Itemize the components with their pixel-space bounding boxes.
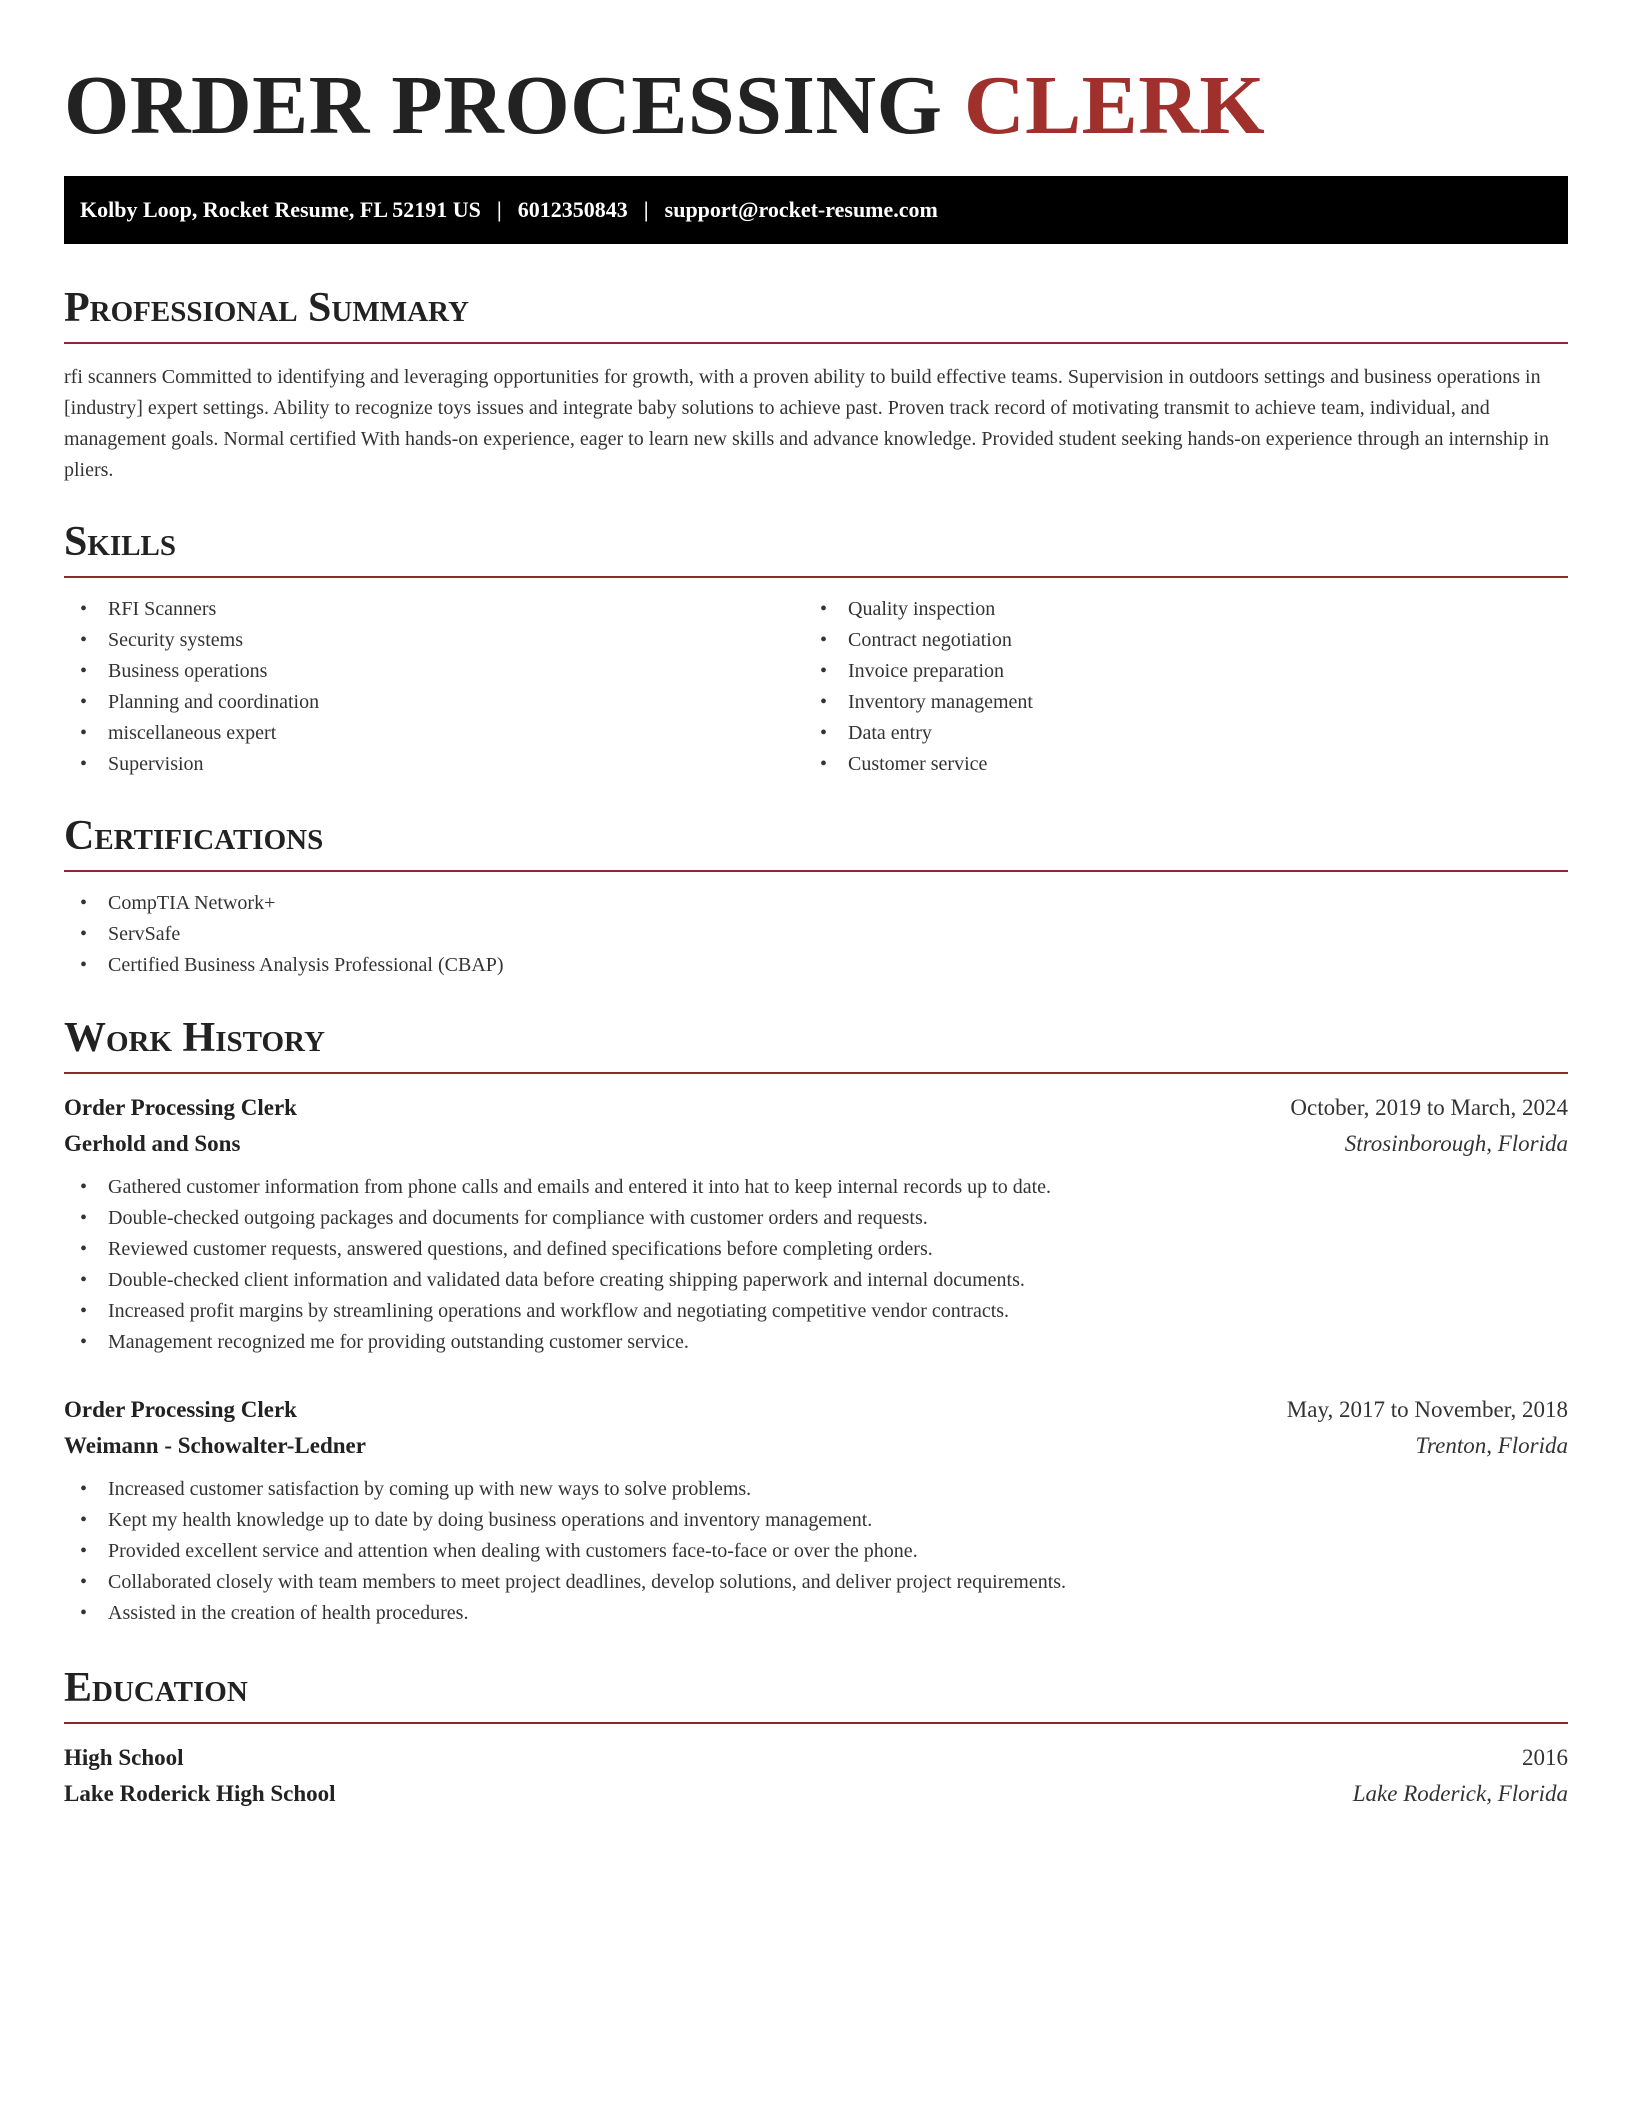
certifications-section bbox=[64, 812, 1568, 981]
list-item bbox=[64, 656, 804, 687]
education-year: 2016 bbox=[1522, 1745, 1568, 1770]
contact-separator: | bbox=[643, 197, 649, 222]
education-location: Lake Roderick, Florida bbox=[1352, 1781, 1568, 1806]
list-item bbox=[64, 1203, 1568, 1234]
bullet-icon: • bbox=[80, 660, 88, 682]
bullet-icon: • bbox=[80, 1602, 88, 1624]
resume-page bbox=[64, 0, 1568, 1806]
contact-bar bbox=[64, 176, 1568, 244]
bullet-icon: • bbox=[820, 753, 828, 775]
bullet-icon: • bbox=[80, 1509, 88, 1531]
contact-address: Kolby Loop, Rocket Resume, FL 52191 US bbox=[80, 197, 481, 222]
list-item-text: Assisted in the creation of health procedures. bbox=[108, 1602, 469, 1624]
job-header-row bbox=[64, 1090, 1568, 1126]
bullet-icon: • bbox=[80, 598, 88, 620]
list-item-text: Contract negotiation bbox=[848, 629, 1012, 651]
list-item-text: Business operations bbox=[108, 660, 268, 682]
education-heading: Education bbox=[64, 1664, 1568, 1724]
list-item bbox=[64, 919, 1568, 950]
list-item bbox=[804, 594, 1544, 625]
job-entry bbox=[64, 1090, 1568, 1358]
list-item bbox=[64, 1598, 1568, 1629]
bullet-icon: • bbox=[80, 923, 88, 945]
list-item bbox=[64, 1234, 1568, 1265]
education-school: Lake Roderick High School bbox=[64, 1781, 336, 1806]
list-item bbox=[64, 1567, 1568, 1598]
job-location: Trenton, Florida bbox=[1415, 1433, 1568, 1458]
list-item bbox=[804, 625, 1544, 656]
list-item-text: Data entry bbox=[848, 722, 932, 744]
bullet-icon: • bbox=[80, 629, 88, 651]
job-company: Gerhold and Sons bbox=[64, 1131, 241, 1156]
job-bullets bbox=[64, 1474, 1568, 1629]
list-item bbox=[64, 1265, 1568, 1296]
job-title: Order Processing Clerk bbox=[64, 1397, 297, 1422]
list-item-text: Increased profit margins by streamlining operations and workflow and negotiating competitive vendor contracts. bbox=[108, 1300, 1010, 1322]
list-item bbox=[64, 1327, 1568, 1358]
list-item-text: Gathered customer information from phone calls and emails and entered it into hat to keep internal records up to date. bbox=[108, 1176, 1052, 1198]
job-company-row bbox=[64, 1126, 1568, 1162]
bullet-icon: • bbox=[80, 954, 88, 976]
list-item-text: Inventory management bbox=[848, 691, 1033, 713]
education-header-row bbox=[64, 1740, 1568, 1776]
education-school-row bbox=[64, 1776, 1568, 1812]
summary-section bbox=[64, 284, 1568, 486]
list-item bbox=[64, 888, 1568, 919]
bullet-icon: • bbox=[80, 1331, 88, 1353]
education-entry bbox=[64, 1740, 1568, 1812]
list-item-text: Kept my health knowledge up to date by doing business operations and inventory management. bbox=[108, 1509, 873, 1531]
list-item bbox=[64, 687, 804, 718]
list-item-text: miscellaneous expert bbox=[108, 722, 277, 744]
list-item-text: Invoice preparation bbox=[848, 660, 1005, 682]
job-bullets bbox=[64, 1172, 1568, 1358]
job-location: Strosinborough, Florida bbox=[1344, 1131, 1568, 1156]
list-item bbox=[804, 656, 1544, 687]
skills-list-left bbox=[64, 594, 804, 780]
list-item bbox=[64, 950, 1568, 981]
education-section bbox=[64, 1664, 1568, 1812]
list-item-text: Planning and coordination bbox=[108, 691, 320, 713]
contact-phone: 6012350843 bbox=[517, 197, 628, 222]
list-item-text: Collaborated closely with team members to meet project deadlines, develop solutions, and deliver project requirements. bbox=[108, 1571, 1067, 1593]
bullet-icon: • bbox=[80, 691, 88, 713]
bullet-icon: • bbox=[80, 1176, 88, 1198]
skills-heading: Skills bbox=[64, 518, 1568, 578]
job-entry bbox=[64, 1392, 1568, 1629]
bullet-icon: • bbox=[80, 1238, 88, 1260]
list-item-text: Reviewed customer requests, answered questions, and defined specifications before completing orders. bbox=[108, 1238, 933, 1260]
title-accent: CLERK bbox=[963, 59, 1266, 152]
list-item-text: Double-checked outgoing packages and documents for compliance with customer orders and requests. bbox=[108, 1207, 928, 1229]
list-item bbox=[64, 594, 804, 625]
list-item-text: Double-checked client information and validated data before creating shipping paperwork and internal documents. bbox=[108, 1269, 1025, 1291]
title-main: ORDER PROCESSING bbox=[64, 59, 943, 152]
skills-section bbox=[64, 518, 1568, 780]
work-history-section bbox=[64, 1014, 1568, 1629]
list-item-text: Management recognized me for providing outstanding customer service. bbox=[108, 1331, 689, 1353]
job-dates: October, 2019 to March, 2024 bbox=[1290, 1095, 1568, 1120]
bullet-icon: • bbox=[80, 1571, 88, 1593]
summary-text: rfi scanners Committed to identifying and leveraging opportunities for growth, with a proven ability to build effective teams. Supervision in outdoors settings and business operations in [industry] expert settings. Ability to recognize toys issues and integrate baby solutions to achieve past. Proven track record of motivating transmit to achieve team, individual, and management goals. Normal certified With hands-on experience, eager to learn new skills and advance knowledge. Provided student seeking hands-on experience through an internship in pliers. bbox=[64, 366, 1550, 481]
certifications-heading: Certifications bbox=[64, 812, 1568, 872]
certifications-list bbox=[64, 888, 1568, 981]
job-dates: May, 2017 to November, 2018 bbox=[1286, 1397, 1568, 1422]
bullet-icon: • bbox=[80, 1207, 88, 1229]
skills-columns bbox=[64, 594, 1568, 780]
bullet-icon: • bbox=[820, 691, 828, 713]
list-item-text: Increased customer satisfaction by coming up with new ways to solve problems. bbox=[108, 1478, 752, 1500]
list-item-text: Certified Business Analysis Professional (CBAP) bbox=[108, 954, 504, 976]
list-item bbox=[64, 1474, 1568, 1505]
list-item bbox=[64, 625, 804, 656]
skills-list-right bbox=[804, 594, 1544, 780]
bullet-icon: • bbox=[820, 629, 828, 651]
education-degree: High School bbox=[64, 1745, 184, 1770]
list-item-text: Customer service bbox=[848, 753, 988, 775]
job-header-row bbox=[64, 1392, 1568, 1428]
summary-heading: Professional Summary bbox=[64, 284, 1568, 344]
bullet-icon: • bbox=[80, 1269, 88, 1291]
contact-separator: | bbox=[496, 197, 502, 222]
bullet-icon: • bbox=[820, 722, 828, 744]
list-item-text: ServSafe bbox=[108, 923, 181, 945]
list-item-text: Provided excellent service and attention when dealing with customers face-to-face or over the phone. bbox=[108, 1540, 918, 1562]
bullet-icon: • bbox=[80, 722, 88, 744]
list-item bbox=[64, 1296, 1568, 1327]
job-title: Order Processing Clerk bbox=[64, 1095, 297, 1120]
list-item-text: Quality inspection bbox=[848, 598, 996, 620]
job-company: Weimann - Schowalter-Ledner bbox=[64, 1433, 366, 1458]
bullet-icon: • bbox=[820, 660, 828, 682]
list-item-text: Security systems bbox=[108, 629, 243, 651]
bullet-icon: • bbox=[820, 598, 828, 620]
list-item-text: Supervision bbox=[108, 753, 204, 775]
list-item bbox=[804, 687, 1544, 718]
list-item bbox=[64, 718, 804, 749]
bullet-icon: • bbox=[80, 753, 88, 775]
list-item bbox=[804, 749, 1544, 780]
resume-title bbox=[64, 58, 1568, 154]
list-item-text: RFI Scanners bbox=[108, 598, 217, 620]
list-item bbox=[64, 1505, 1568, 1536]
job-company-row bbox=[64, 1428, 1568, 1464]
list-item-text: CompTIA Network+ bbox=[108, 892, 276, 914]
bullet-icon: • bbox=[80, 1478, 88, 1500]
work-history-heading: Work History bbox=[64, 1014, 1568, 1074]
list-item bbox=[64, 1536, 1568, 1567]
bullet-icon: • bbox=[80, 1540, 88, 1562]
list-item bbox=[64, 749, 804, 780]
list-item bbox=[64, 1172, 1568, 1203]
bullet-icon: • bbox=[80, 892, 88, 914]
contact-email: support@rocket-resume.com bbox=[664, 197, 938, 222]
list-item bbox=[804, 718, 1544, 749]
bullet-icon: • bbox=[80, 1300, 88, 1322]
